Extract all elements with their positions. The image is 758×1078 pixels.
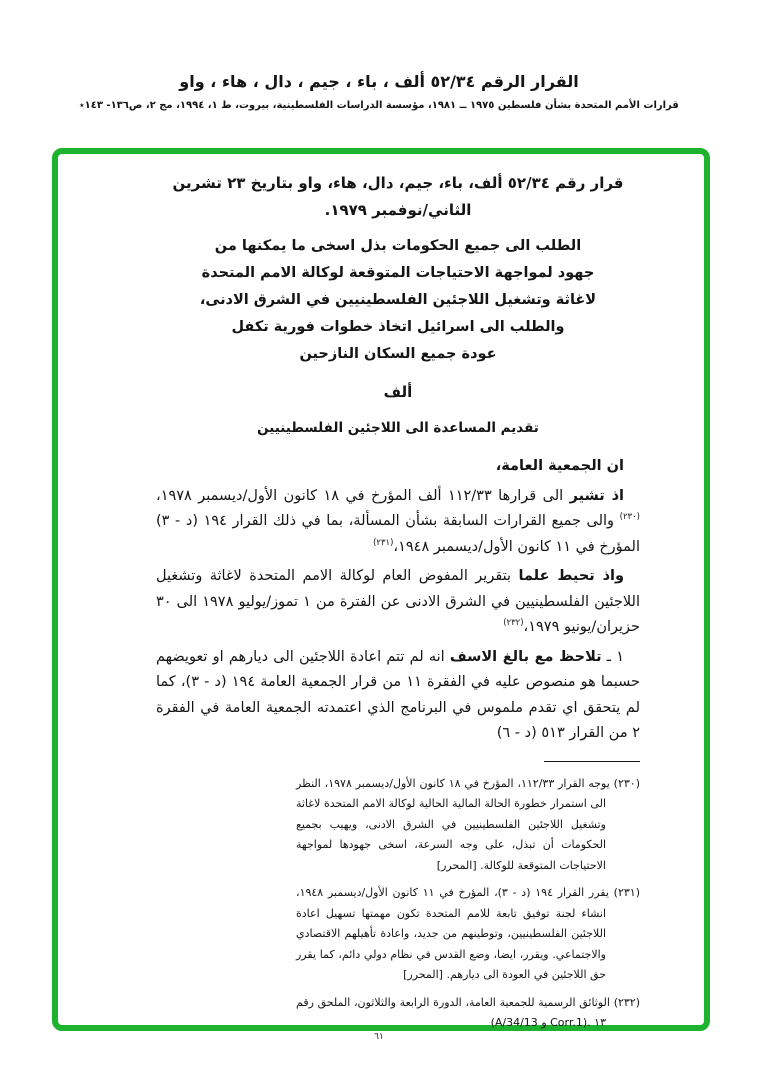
footnote-separator	[544, 761, 640, 762]
footnote-marker: (٢٣١)	[613, 886, 640, 899]
resolution-heading	[156, 170, 640, 224]
document-title: القرار الرقم ٥٢/٣٤ ألف ، باء ، جيم ، دال ، هاء ، واو	[179, 72, 579, 91]
footnote-text: يقرر القرار ١٩٤ (د - ٣)، المؤرخ في ١١ كانون الأول/ديسمبر ١٩٤٨، انشاء لجنة توفيق تابعة للامم المتحدة تكون مهمتها تسهيل اعادة اللاجئين الفلسطينيين، وتوطينهم من جديد، واعادة تأهيلهم الاقتصادي والاجتماعي. ويقرر، ايضا، وضع القدس في نظام دولي دائم، كما يقرر حق اللاجئين في العودة الى ديارهم. [المحرر]	[296, 886, 609, 981]
footnote-231	[296, 883, 640, 986]
paragraph-number: ١ ـ	[601, 648, 624, 665]
footnote-text: يوجه القرار ١١٢/٣٣، المؤرخ في ١٨ كانون الأول/ديسمبر ١٩٧٨، النظر الى استمرار خطورة الحالة المالية الحالية لوكالة الامم المتحدة لاغاثة وتشغيل اللاجئين الفلسطينيين في الشرق الادنى، ويهيب بجميع الحكومات أن تبذل، على وجه السرعة، اسخى جهودها لمواجهة الاحتياجات المتوقعة للوكالة. [المحرر]	[296, 776, 610, 872]
preamble-paragraph-2	[156, 564, 640, 641]
footnote-ref-231: (٢٣١)	[373, 537, 394, 548]
paragraph-lead: تلاحظ مع بالغ الاسف	[449, 648, 602, 665]
footnote-ref-232: (٢٣٢)	[503, 618, 524, 629]
resolution-body	[156, 170, 640, 1041]
document-header	[0, 72, 758, 111]
subject-line: جهود لمواجهة الاحتياجات المتوقعة لوكالة الامم المتحدة	[201, 265, 595, 281]
subject-line: لاغاثة وتشغيل اللاجئين الفلسطينيين في الشرق الادنى،	[199, 292, 597, 308]
footnotes	[296, 774, 640, 1034]
subject-line: عودة جميع السكان النازحين	[299, 346, 497, 362]
subject-line: والطلب الى اسرائيل اتخاذ خطوات فورية تكفل	[231, 319, 565, 335]
paragraph-lead: واذ تحيط علما	[518, 568, 624, 584]
preamble-opening: ان الجمعية العامة،	[495, 458, 624, 474]
operative-paragraph-1	[156, 645, 640, 747]
paragraph-text: انه لم تتم اعادة اللاجئين الى ديارهم او تعويضهم حسبما هو منصوص عليه في الفقرة ١١ من قرار الجمعية العامة ١٩٤ (د - ٣)، كما لم يتحقق اي تقدم ملموس في البرنامج الذي اعتمدته الجمعية العامة في الفقرة ٢ من القرار ٥١٣ (د - ٦)	[156, 648, 640, 741]
preamble-paragraph-1	[156, 484, 640, 561]
paragraph-text: والى جميع القرارات السابقة بشأن المسألة، بما في ذلك القرار ١٩٤ (د - ٣) المؤرخ في ١١ كانون الأول/ديسمبر ١٩٤٨،	[156, 513, 640, 555]
section-title: تقديم المساعدة الى اللاجئين الفلسطينيين	[257, 420, 539, 436]
footnote-230	[296, 774, 640, 877]
heading-line: الثاني/نوفمبر ١٩٧٩.	[324, 201, 472, 219]
footnote-marker: (٢٣٢)	[613, 995, 641, 1009]
footnote-232	[296, 993, 640, 1034]
subject-line: الطلب الى جميع الحكومات بذل اسخى ما يمكنها من	[214, 238, 582, 254]
resolution-subject	[156, 233, 640, 368]
footnote-marker: (٢٣٠)	[613, 776, 640, 790]
paragraph-lead: اذ تشير	[569, 487, 625, 504]
paragraph-text: بتقرير المفوض العام لوكالة الامم المتحدة لاغاثة وتشغيل اللاجئين الفلسطينيين في الشرق الادنى عن الفترة من ١ تموز/يوليو ١٩٧٨ الى ٣٠ حزيران/يونيو ١٩٧٩،	[156, 568, 640, 635]
footnote-text: الوثائق الرسمية للجمعية العامة، الدورة الرابعة والثلاثون، الملحق رقم ١٣	[296, 995, 610, 1029]
document-source: قرارات الأمم المتحدة بشأن فلسطين ١٩٧٥ ــ ١٩٨١، مؤسسة الدراسات الفلسطينية، بيروت، ط ١، ١٩٩٤، مج ٢، ص١٣٦- ١٤٣٭	[79, 100, 679, 111]
footnote-citation: (A/34/13 و Corr.1).	[490, 1016, 591, 1029]
heading-line: قرار رقم ٥٢/٣٤ ألف، باء، جيم، دال، هاء، واو بتاريخ ٢٣ تشرين	[172, 174, 624, 192]
paragraph-text: الى قرارها ١١٢/٣٣ ألف المؤرخ في ١٨ كانون الأول/ديسمبر ١٩٧٨،	[156, 487, 570, 504]
section-letter: ألف	[383, 383, 413, 401]
footnote-ref-230: (٢٣٠)	[619, 512, 640, 523]
page-number: ٦١	[374, 1032, 384, 1042]
